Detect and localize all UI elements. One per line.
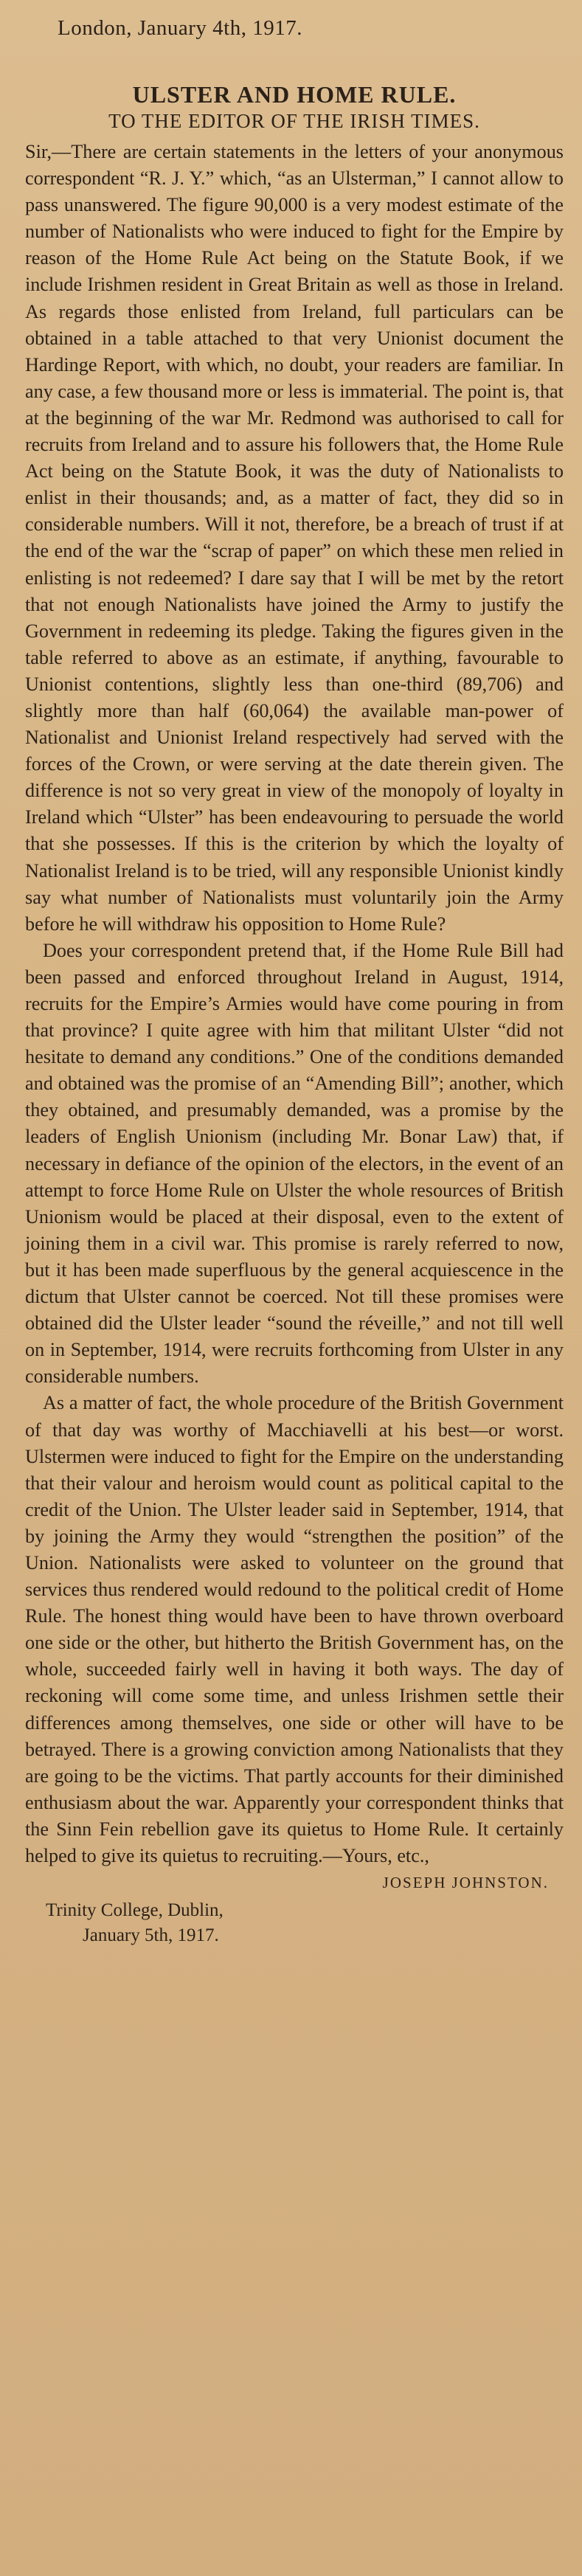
paragraph-1: Sir,—There are certain statements in the letters of your anonymous correspondent “R. J. Y.” which, “as an Ulsterman,” I cannot allow to pass unanswered. The figure 90,000 is a very modest estimate of the number of Nationalists who were induced to fight for the Empire by reason of the Home Rule Act being on the Statute Book, if we include Irishmen resident in Great Britain as well as those in Ireland. As regards those enlisted from Ireland, full particulars can be obtained in a table attached to that very Unionist document the Hardinge Report, with which, no doubt, your readers are familiar. In any case, a few thousand more or less is immaterial. The point is, that at the beginning of the war Mr. Redmond was authorised to call for recruits from Ireland and to assure his followers that, the Home Rule Act being on the Statute Book, it was the duty of Nationalists to enlist in their thousands; and, as a matter of fact, they did so in considerable numbers. Will it not, therefore, be a breach of trust if at the end of the war the “scrap of paper” on which these men relied in enlisting is not redeemed? I dare say that I will be met by the retort that not enough Nationalists have joined the Army to justify the Government in redeeming its pledge. Taking the figures given in the table referred to above as an estimate, if anything, favourable to Unionist contentions, slightly less than one-third (89,706) and slightly more than half (60,064) the available man-power of Nationalist and Unionist Ireland respectively had served with the forces of the Crown, or were serving at the date therein given. The difference is not so very great in view of the monopoly of loyalty in Ireland which “Ulster” has been endeavouring to persuade the world that she possesses. If this is the criterion by which the loyalty of Nationalist Ireland is to be tried, will any responsible Unionist kindly say what number of Nationalists must voluntarily join the Army before he will withdraw his opposition to Home Rule? <box>25 141 564 935</box>
headline: ULSTER AND HOME RULE. <box>132 81 457 108</box>
address-line-1: Trinity College, Dublin, <box>46 1900 224 1921</box>
address-line-2: January 5th, 1917. <box>83 1925 219 1946</box>
subhead: TO THE EDITOR OF THE IRISH TIMES. <box>108 110 480 132</box>
paragraph-3: As a matter of fact, the whole procedure of the British Government of that day was worthy of Macchiavelli at his best—or worst. Ulstermen were induced to fight for the Empire on the understanding that their valour and heroism would count as political capital to the credit of the Union. The Ulster leader said in September, 1914, that by joining the Army they would “strengthen the position” of the Union. Nationalists were asked to volunteer on the ground that services thus rendered would redound to the political credit of Home Rule. The honest thing would have been to have thrown overboard one side or the other, but hitherto the British Government has, on the whole, succeeded fairly well in having it both ways. The day of reckoning will come some time, and unless Irishmen settle their differences among themselves, one side or other will have to be betrayed. There is a growing conviction among Nationalists that they are going to be the victims. That partly accounts for their diminished enthusiasm about the war. Apparently your correspondent thinks that the Sinn Fein rebellion gave its quietus to Home Rule. It certainly helped to give its quietus to recruiting.—Yours, etc., <box>25 1392 564 1866</box>
signature: JOSEPH JOHNSTON. <box>382 1874 549 1892</box>
paragraph-2: Does your correspondent pretend that, if the Home Rule Bill had been passed and enforced throughout Ireland in August, 1914, recruits for the Empire’s Armies would have come pouring in from that province? I quite agree with him that militant Ulster “did not hesitate to demand any conditions.” One of the conditions demanded and obtained was the promise of an “Amending Bill”; another, which they obtained, and presumably demanded, was a promise by the leaders of English Unionism (including Mr. Bonar Law) that, if necessary in defiance of the opinion of the electors, in the event of an attempt to force Home Rule on Ulster the whole resources of British Unionism would be placed at their disposal, even to the extent of joining them in a civil war. This promise is rarely referred to now, but it has been made superfluous by the general acquiescence in the dictum that Ulster cannot be coerced. Not till these promises were obtained did the Ulster leader “sound the réveille,” and not till well on in September, 1914, were recruits forthcoming from Ulster in any considerable numbers. <box>25 939 564 1388</box>
sender-address <box>46 1898 564 1948</box>
dateline: London, January 4th, 1917. <box>58 16 302 40</box>
letter-article <box>25 81 564 1948</box>
